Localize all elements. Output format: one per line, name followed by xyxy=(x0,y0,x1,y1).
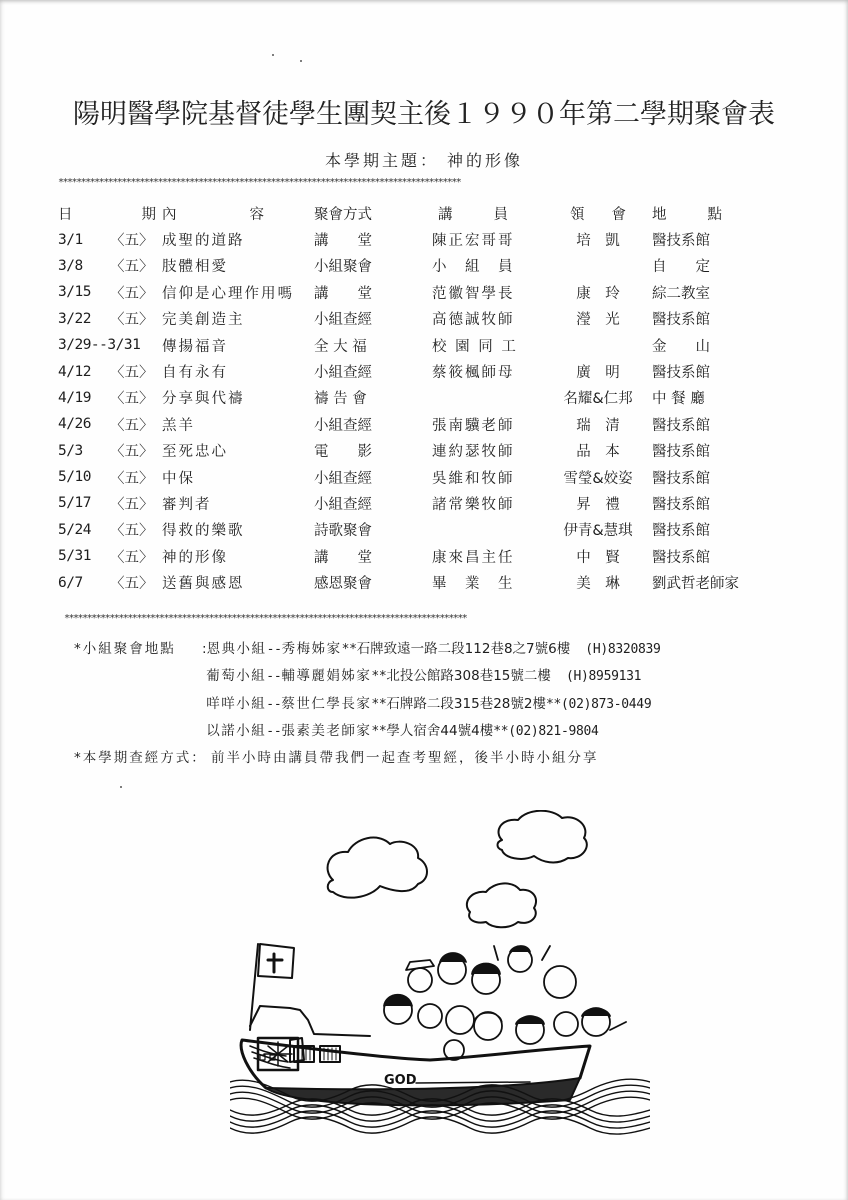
cell-leader: 瑞 清 xyxy=(576,417,620,434)
cell-format: 小組查經 xyxy=(314,312,372,329)
cell-format: 全 大 福 xyxy=(314,338,367,355)
notes-section xyxy=(74,636,661,771)
cell-date: 4/19 xyxy=(58,389,91,406)
cell-date: 5/31 xyxy=(58,548,91,565)
cell-topic: 分享與代禱 xyxy=(162,391,245,408)
cell-place: 醫技系館 xyxy=(652,523,710,540)
cell-format: 小組查經 xyxy=(314,365,372,382)
cell-place: 自 定 xyxy=(652,259,710,276)
cell-topic: 信仰是心理作用嗎 xyxy=(162,285,294,302)
cell-date: 5/17 xyxy=(58,495,91,512)
cell-place: 醫技系館 xyxy=(652,470,710,487)
cell-place: 劉武哲老師家 xyxy=(652,576,739,593)
cell-date: 5/10 xyxy=(58,469,91,486)
cell-speaker: 范徽智學長 xyxy=(432,285,515,302)
cell-place: 醫技系館 xyxy=(652,417,710,434)
cell-weekday: 〈五〉 xyxy=(110,444,154,461)
cell-date: 3/1 xyxy=(58,231,83,248)
cell-speaker: 諸常樂牧師 xyxy=(432,496,515,513)
cell-topic: 至死忠心 xyxy=(162,444,228,461)
cell-topic: 肢體相愛 xyxy=(162,259,228,276)
header-format: 聚會方式 xyxy=(314,206,372,223)
cell-format: 小組查經 xyxy=(314,417,372,434)
cell-speaker: 吳維和牧師 xyxy=(432,470,515,487)
cell-weekday: 〈五〉 xyxy=(110,417,154,434)
table-row xyxy=(58,253,752,279)
cell-format: 講 堂 xyxy=(314,549,372,566)
cell-format: 講 堂 xyxy=(314,285,372,302)
cell-weekday: 〈五〉 xyxy=(110,496,154,513)
cell-speaker: 校 園 同 工 xyxy=(432,338,518,355)
cell-weekday: 〈五〉 xyxy=(110,549,154,566)
group-location-line: 葡萄小組--輔導麗娟姊家**北投公館路308巷15號二樓 (H)8959131 xyxy=(206,668,642,685)
table-row xyxy=(58,358,752,384)
cell-topic: 完美創造主 xyxy=(162,312,245,329)
cell-topic: 自有永有 xyxy=(162,365,228,382)
cell-format: 感恩聚會 xyxy=(314,576,372,593)
header-leader: 領 會 xyxy=(570,206,626,223)
study-label: *本學期查經方式： xyxy=(74,750,207,767)
table-row xyxy=(58,464,752,490)
cell-speaker: 畢 業 生 xyxy=(432,576,515,593)
cell-leader: 瀅 光 xyxy=(576,312,620,329)
cloud-icon xyxy=(498,811,587,863)
table-header-row xyxy=(58,200,752,226)
cell-place: 醫技系館 xyxy=(652,549,710,566)
cell-place: 金 山 xyxy=(652,338,710,355)
header-speaker: 講 員 xyxy=(438,206,510,223)
cell-topic: 得救的樂歌 xyxy=(162,523,245,540)
cell-leader: 雪瑩&姣姿 xyxy=(563,470,633,487)
cell-place: 醫技系館 xyxy=(652,444,710,461)
cell-speaker: 小 組 員 xyxy=(432,259,515,276)
groups-label: *小組聚會地點 xyxy=(74,641,176,657)
table-row xyxy=(58,411,752,437)
table-row xyxy=(58,306,752,332)
scan-speck xyxy=(300,60,302,62)
boat-label-text: GOD xyxy=(384,1073,417,1088)
group-location-line: 以諾小組--張素美老師家**學人宿舍44號4樓**(02)821-9804 xyxy=(206,722,599,739)
cell-format: 小組查經 xyxy=(314,470,372,487)
cell-leader: 康 玲 xyxy=(576,285,620,302)
table-row xyxy=(58,569,752,595)
cell-date: 3/15 xyxy=(58,284,91,301)
cell-date: 3/22 xyxy=(58,310,91,327)
star-divider-top: ***************************************************************************************** xyxy=(58,178,461,188)
cell-leader: 名耀&仁邦 xyxy=(563,391,633,408)
cell-weekday: 〈五〉 xyxy=(110,391,154,408)
cell-format: 講 堂 xyxy=(314,233,372,250)
cell-place: 醫技系館 xyxy=(652,233,710,250)
cell-topic: 送舊與感恩 xyxy=(162,576,245,593)
cell-weekday: 〈五〉 xyxy=(110,470,154,487)
cell-format: 小組聚會 xyxy=(314,259,372,276)
page-title: 陽明醫學院基督徒學生團契主後１９９０年第二學期聚會表 xyxy=(73,99,775,130)
cell-date: 5/24 xyxy=(58,521,91,538)
scan-speck xyxy=(120,786,122,788)
semester-theme xyxy=(0,148,848,171)
cell-weekday: 〈五〉 xyxy=(110,576,154,593)
cell-leader: 美 琳 xyxy=(576,576,620,593)
cell-place: 醫技系館 xyxy=(652,365,710,382)
cell-speaker: 蔡筱楓師母 xyxy=(432,365,515,382)
cell-date: 6/7 xyxy=(58,574,83,591)
cell-format: 禱 告 會 xyxy=(314,391,367,408)
cell-speaker xyxy=(432,517,544,543)
cell-weekday: 〈五〉 xyxy=(110,523,154,540)
schedule-table xyxy=(58,200,752,596)
cell-place: 醫技系館 xyxy=(652,312,710,329)
cell-place: 綜二教室 xyxy=(652,285,710,302)
cell-weekday: 〈五〉 xyxy=(110,365,154,382)
cell-speaker: 高德誠牧師 xyxy=(432,312,515,329)
study-text: 前半小時由講員帶我們一起查考聖經，後半小時小組分享 xyxy=(211,750,599,767)
cell-speaker: 張南驥老師 xyxy=(432,417,515,434)
cell-place: 醫技系館 xyxy=(652,496,710,513)
group-location-line: 咩咩小組--蔡世仁學長家**石牌路二段315巷28號2樓**(02)873-0449 xyxy=(206,695,652,712)
cell-speaker: 陳正宏哥哥 xyxy=(432,233,515,250)
cell-date: 5/3 xyxy=(58,442,83,459)
theme-value: 神的形像 xyxy=(447,151,524,170)
cell-leader: 伊青&慧琪 xyxy=(563,523,633,540)
cell-format: 詩歌聚會 xyxy=(314,523,372,540)
cell-topic: 羔羊 xyxy=(162,417,195,434)
table-row xyxy=(58,517,752,543)
table-row xyxy=(58,279,752,305)
cell-speaker: 連約瑟牧師 xyxy=(432,444,515,461)
table-row xyxy=(58,490,752,516)
cell-date: 4/26 xyxy=(58,416,91,433)
cell-format: 小組查經 xyxy=(314,496,372,513)
cell-topic: 神的形像 xyxy=(162,549,228,566)
cell-leader: 培 凱 xyxy=(576,233,620,250)
cell-place: 中 餐 廳 xyxy=(652,391,705,408)
cell-leader: 品 本 xyxy=(576,444,620,461)
cell-date: 4/12 xyxy=(58,363,91,380)
table-row xyxy=(58,438,752,464)
cell-leader xyxy=(544,332,652,358)
cell-leader: 昇 禮 xyxy=(576,496,620,513)
header-topic: 內 容 xyxy=(162,206,266,223)
cloud-icon xyxy=(467,883,536,927)
cell-leader: 廣 明 xyxy=(576,365,620,382)
cell-topic: 審判者 xyxy=(162,496,212,513)
header-place: 地 點 xyxy=(652,206,722,223)
table-row xyxy=(58,226,752,252)
header-date: 日 期 xyxy=(58,206,156,223)
cell-leader xyxy=(544,253,652,279)
table-row xyxy=(58,543,752,569)
cell-topic: 傳揚福音 xyxy=(162,338,228,355)
table-row xyxy=(58,385,752,411)
cell-leader: 中 賢 xyxy=(576,549,620,566)
cell-format: 電 影 xyxy=(314,444,372,461)
cell-speaker xyxy=(432,385,544,411)
cell-weekday: 〈五〉 xyxy=(110,312,154,329)
cell-speaker: 康來昌主任 xyxy=(432,549,515,566)
theme-label: 本學期主題： xyxy=(324,151,439,170)
cell-date: 3/29--3/31 xyxy=(58,337,141,354)
cloud-icon xyxy=(328,838,427,898)
children-icon xyxy=(384,946,626,1060)
study-method-line xyxy=(74,745,661,771)
table-row xyxy=(58,332,752,358)
star-divider-bottom: ***************************************************************************************** xyxy=(64,614,467,624)
scan-speck xyxy=(272,54,274,56)
cell-weekday: 〈五〉 xyxy=(110,285,154,302)
cell-topic: 成聖的道路 xyxy=(162,233,245,250)
cell-topic: 中保 xyxy=(162,470,195,487)
boat-illustration xyxy=(230,810,650,1140)
cell-date: 3/8 xyxy=(58,257,83,274)
cell-weekday: 〈五〉 xyxy=(110,233,154,250)
cell-weekday: 〈五〉 xyxy=(110,259,154,276)
group-location-line: *小組聚會地點 :恩典小組--秀梅姊家**石牌致遠一路二段112巷8之7號6樓 (H)8320839 xyxy=(74,636,661,663)
